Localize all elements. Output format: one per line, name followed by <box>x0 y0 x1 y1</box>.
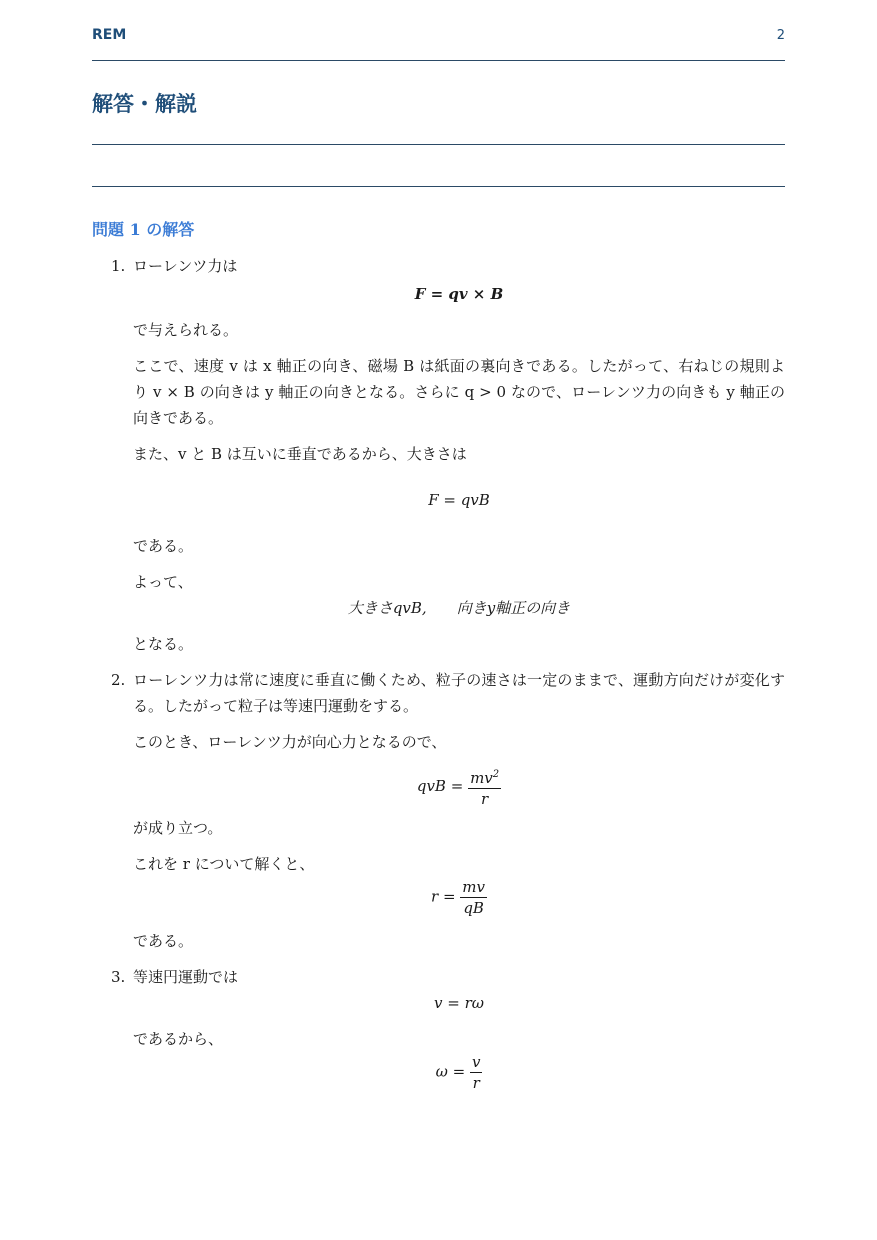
item-number: 2. <box>111 671 126 689</box>
paragraph: よって、 <box>133 573 193 591</box>
paragraph: である。 <box>133 932 194 950</box>
header-rule <box>92 60 785 61</box>
equation <box>133 1052 785 1093</box>
equation <box>133 595 785 621</box>
denominator: r <box>472 1074 480 1092</box>
equation-part: 向きy軸正の向き <box>456 599 571 617</box>
answer-item-1 <box>92 253 785 657</box>
fraction <box>460 877 487 918</box>
paragraph: このとき、ローレンツ力が向心力となるので、 <box>133 733 447 751</box>
paragraph: である。 <box>133 537 194 555</box>
denominator: qB <box>463 899 484 917</box>
equation <box>133 877 785 918</box>
denominator: r <box>481 790 489 808</box>
paragraph: ローレンツ力は <box>133 257 238 275</box>
paragraph: 等速円運動では <box>133 968 239 986</box>
fraction <box>470 1052 482 1093</box>
page-title: 解答・解説 <box>92 91 197 116</box>
paragraph: で与えられる。 <box>133 321 239 339</box>
paragraph: これを r について解くと、 <box>133 855 315 873</box>
exponent: 2 <box>492 769 500 780</box>
title-rule-top <box>92 144 785 145</box>
item-number: 1. <box>111 257 126 275</box>
equation: F = qvB <box>428 491 490 509</box>
equation-part: 大きさqvB, <box>347 599 427 617</box>
numerator: mv <box>470 769 493 787</box>
paragraph: であるから、 <box>133 1030 224 1048</box>
numerator: mv <box>462 878 485 896</box>
page-number: 2 <box>776 28 785 43</box>
running-header: REM <box>92 27 127 43</box>
equation-lhs: ω = <box>435 1062 466 1081</box>
numerator: v <box>471 1053 481 1071</box>
paragraph: となる。 <box>133 635 194 653</box>
paragraph: ローレンツ力は常に速度に垂直に働くため、粒子の速さは一定のままで、運動方向だけが変化する。したがって粒子は等速円運動をする。 <box>133 671 785 715</box>
item-number: 3. <box>111 968 126 986</box>
paragraph: が成り立つ。 <box>133 819 223 837</box>
title-rule-bottom <box>92 186 785 187</box>
paragraph: ここで、速度 v は x 軸正の向き、磁場 B は紙面の裏向きである。したがって、右ねじの規則より v × B の向きは y 軸正の向きとなる。さらに q > 0 なので、ローレンツ力の向きも y 軸正の向きである。 <box>133 357 785 427</box>
answer-item-3 <box>92 964 785 1093</box>
answer-list <box>92 253 785 1103</box>
section-heading: 問題 1 の解答 <box>92 220 195 239</box>
equation-lhs: r = <box>431 887 456 906</box>
fraction <box>468 765 501 809</box>
equation: v = rω <box>434 994 484 1012</box>
answer-item-2 <box>92 667 785 954</box>
equation-lhs: qvB = <box>416 777 464 795</box>
paragraph: また、v と B は互いに垂直であるから、大きさは <box>133 445 467 463</box>
equation: F = qv × B <box>414 285 504 303</box>
equation <box>133 765 785 809</box>
